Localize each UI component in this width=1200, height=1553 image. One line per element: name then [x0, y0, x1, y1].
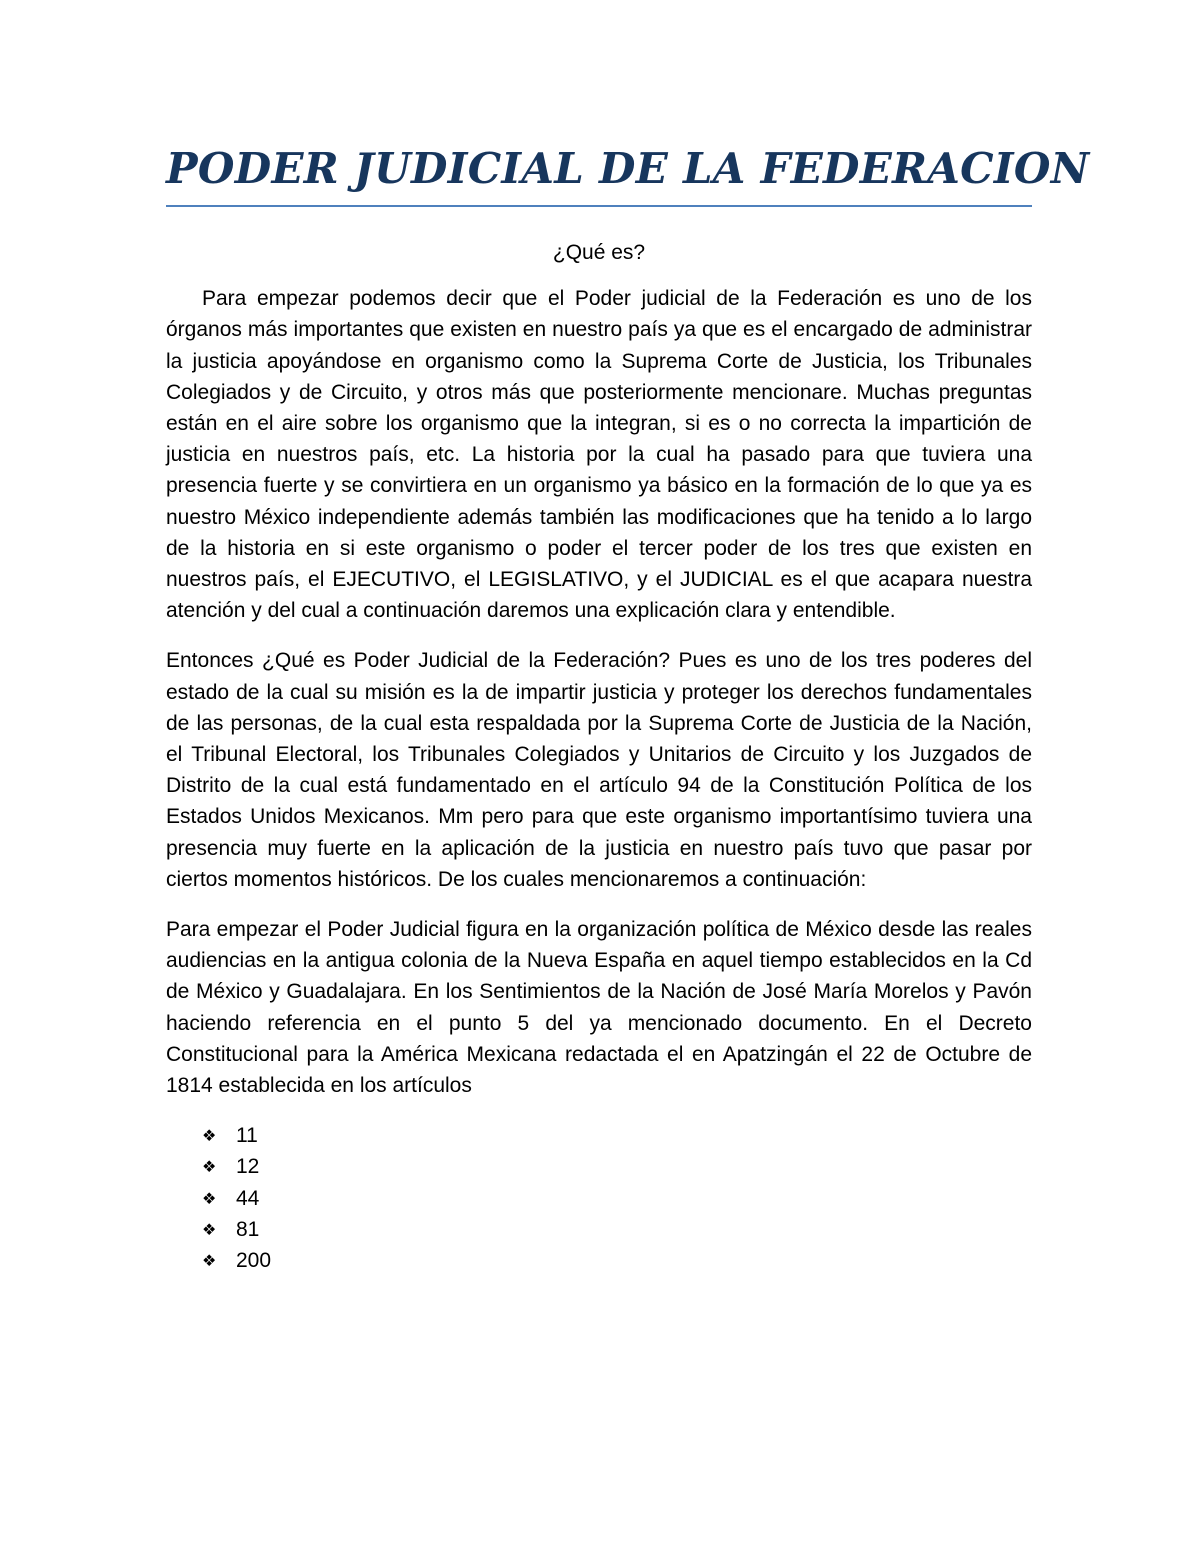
title-block	[166, 138, 1090, 207]
paragraph-intro: Para empezar podemos decir que el Poder judicial de la Federación es uno de los órganos más importantes que existen en nuestro país ya que es el encargado de administrar la justicia apoyándose en organismo como la Suprema Corte de Justicia, los Tribunales Colegiados y de Circuito, y otros más que posteriormente mencionare. Muchas preguntas están en el aire sobre los organismo que la integran, si es o no correcta la impartición de justicia en nuestros país, etc. La historia por la cual ha pasado para que tuviera una presencia fuerte y se convirtiera en un organismo ya básico en la formación de lo que ya es nuestro México independiente además también las modificaciones que ha tenido a lo largo de la historia en si este organismo o poder el tercer poder de los tres que existen en nuestros país, el EJECUTIVO, el LEGISLATIVO, y el JUDICIAL es el que acapara nuestra atención y del cual a continuación daremos una explicación clara y entendible.	[166, 287, 1032, 623]
diamond-bullet-icon: ❖	[202, 1251, 217, 1271]
diamond-bullet-icon: ❖	[202, 1219, 217, 1239]
list-item	[202, 1214, 1032, 1245]
article-number: 11	[236, 1124, 258, 1148]
list-item	[202, 1120, 1032, 1151]
paragraph-definition: Entonces ¿Qué es Poder Judicial de la Federación? Pues es uno de los tres poderes del estado de la cual su misión es la de impartir justicia y proteger los derechos fundamentales de las personas, de la cual esta respaldada por la Suprema Corte de Justicia de la Nación, el Tribunal Electoral, los Tribunales Colegiados y Unitarios de Circuito y los Juzgados de Distrito de la cual está fundamentado en el artículo 94 de la Constitución Política de los Estados Unidos Mexicanos. Mm pero para que este organismo importantísimo tuviera una presencia muy fuerte en la aplicación de la justicia en nuestro país tuvo que pasar por ciertos momentos históricos. De los cuales mencionaremos a continuación:	[166, 649, 1032, 891]
diamond-bullet-icon: ❖	[202, 1157, 217, 1177]
section-subtitle: ¿Qué es?	[552, 241, 646, 264]
list-item	[202, 1151, 1032, 1182]
article-number: 44	[236, 1186, 260, 1210]
diamond-bullet-icon: ❖	[202, 1126, 217, 1146]
list-item	[202, 1245, 1032, 1276]
article-number: 200	[236, 1249, 272, 1273]
article-number: 12	[236, 1155, 260, 1179]
list-item	[202, 1183, 1032, 1214]
article-number: 81	[236, 1217, 260, 1241]
diamond-bullet-icon: ❖	[202, 1188, 217, 1208]
title-underline	[166, 205, 1032, 207]
articles-list	[166, 1120, 1032, 1276]
page-title: PODER JUDICIAL DE LA FEDERACION	[166, 144, 1090, 193]
document-body	[166, 237, 1032, 1276]
paragraph-history: Para empezar el Poder Judicial figura en la organización política de México desde las reales audiencias en la antigua colonia de la Nueva España en aquel tiempo establecidos en la Cd de México y Guadalajara. En los Sentimientos de la Nación de José María Morelos y Pavón haciendo referencia en el punto 5 del ya mencionado documento. En el Decreto Constitucional para la América Mexicana redactada el en Apatzingán el 22 de Octubre de 1814 establecida en los artículos	[166, 918, 1032, 1098]
